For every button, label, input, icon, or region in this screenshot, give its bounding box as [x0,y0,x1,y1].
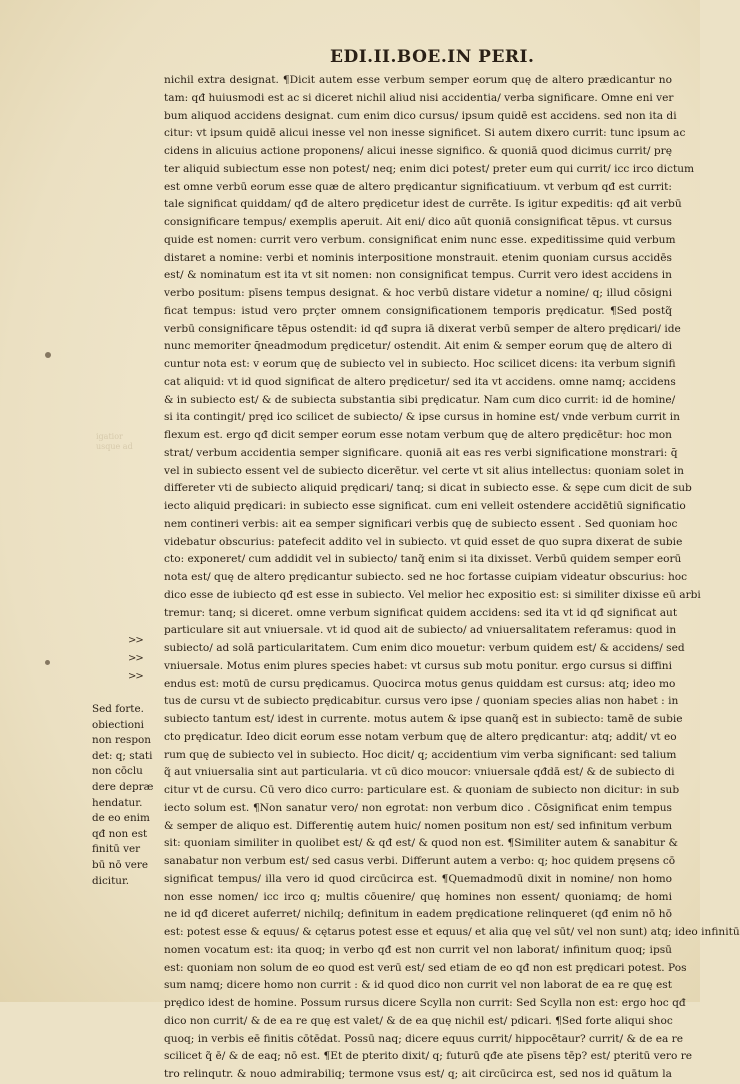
text-line: distaret a nomine: verbi et nominis interpositione monstrauit. etenim quoniam cursus accidēs [164,251,672,264]
text-line: & semper de aliquo est. Differentię autem huic/ nomen positum non est/ sed infinitum verbum [164,819,672,832]
text-line: iecto aliquid prędicari: in subiecto esse significat. cum eni velleit ostendere accidētiū significatio [164,500,686,512]
text-line: & in subiecto est/ & de subiecta substantia sibi prędicatur. Nam cum dico currit: id de homine/ [164,393,676,406]
margin-note-line: de eo enim [92,812,150,825]
text-line: quide est nomen: currit vero verbum. consignificat enim nunc esse. expeditissime quid verbum [164,233,676,246]
text-line: nota est/ quę de altero prędicantur subiecto. sed ne hoc fortasse cuipiam videatur obscurius: hoc [164,571,688,583]
text-line: ter aliquid subiectum esse non potest/ neq; enim dici potest/ preter eum qui currit/ icc irco dictum [164,162,695,175]
text-line: sum namq; dicere homo non currit : & id quod dico non currit vel non laborat de ea re quę est [164,979,672,992]
text-line: cto prędicatur. Ideo dicit eorum esse notam verbum quę de altero prędicantur: atq; addit/ vt eo [164,730,677,743]
text-line: prędico idest de homine. Possum rursus dicere Scylla non currit: Sed Scylla non est: ergo hoc qđ [164,997,686,1009]
margin-note-line: det: q; stati [92,749,153,762]
text-line: est omne verbū eorum esse quæ de altero prędicantur significatiuum. vt verbum qđ est currit: [164,180,672,193]
text-line: sanabatur non verbum est/ sed casus verbi. Differunt autem a verbo: q; hoc quidem pręsens cō [164,855,676,867]
text-line: est/ & nominatum est ita vt sit nomen: non consignificat tempus. Currit vero idest accidens in [164,269,672,282]
marginal-sigla: >> [128,635,143,646]
text-line: nunc memoriter q̄neadmodum prędicetur/ ostendit. Ait enim & semper eorum quę de altero di [164,340,672,353]
margin-note-line: qđ non est [92,827,148,840]
text-line: particulare sit aut vniuersale. vt id quod ait de subiecto/ ad vniuersalitatem referamus: quod in [164,624,677,637]
text-line: nichil extra designat. ¶Dicit autem esse verbum semper eorum quę de altero prædicantur no [164,74,672,86]
text-line: cto: exponeret/ cum addidit vel in subiecto/ tanq̃ enim si ita dixisset. Verbū quidem semper eorū [164,553,682,566]
marginal-sigla: >> [128,653,143,664]
text-line: tro relinqutr. & nouo admirabiliq; termone vsus est/ q; ait circūcirca est, sed nos id quātum la [164,1068,672,1080]
margin-note-line: dere depræ [92,780,154,793]
text-line: significat tempus/ illa vero id quod circūcirca est. ¶Quemadmodū dixit in nomine/ non homo [164,872,672,885]
text-line: differeter vti de subiecto aliquid prędicari/ tanq; si dicat in subiecto esse. & sępe cum dicit de sub [164,482,692,495]
text-line: nem contineri verbis: ait ea semper significari verbis quę de subiecto essent . Sed quoniam hoc [164,517,678,530]
text-line: flexum est. ergo qđ dicit semper eorum esse notam verbum quę de altero prędicētur: hoc mon [164,429,672,441]
text-line: ficat tempus: istud vero prçter omnem consignificationem temporis prędicatur. ¶Sed postq̃ [164,304,672,317]
text-line: iecto solum est. ¶Non sanatur vero/ non egrotat: non verbum dico . Cōsignificat enim tempus [164,801,672,814]
text-line: quoq; in verbis eē finitis cōtēdat. Possū naq; dicere equus currit/ hippocētaur? currit/ & de ea re [164,1032,683,1045]
main-text-block [164,72,740,1084]
text-line: nomen vocatum est: ita quoq; in verbo qđ est non currit vel non laborat/ infinitum quoq; ipsū [164,943,672,956]
text-line: sit: quoniam similiter in quolibet est/ & qđ est/ & quod non est. ¶Similiter autem & sanabitur & [164,837,678,850]
text-line: scilicet q̃ ē/ & de eaq; nō est. ¶Et de pterito dixit/ q; futurū qđe ate pīsens tēp? est/ pteritū vero re [164,1050,693,1063]
ink-showthrough [96,432,133,452]
text-line: strat/ verbum accidentia semper significare. quoniā ait eas res verbi significatione monstrari: q̄ [164,446,678,459]
text-line: verbo positum: pīsens tempus designat. & hoc verbū distare videtur a nomine/ q; illud cōsigni [164,287,672,299]
text-line: consignificare tempus/ exemplis aperuit. Ait eni/ dico aūt quoniā consignificat tēpus. vt cursus [164,216,672,228]
text-line: cat aliquid: vt id quod significat de altero prędicetur/ sed ita vt accidens. omne namq; accidens [164,375,676,388]
showthrough-line: igatior [96,432,123,441]
text-line: vniuersale. Motus enim plures species habet: vt cursus sub motu ponitur. ergo cursus si diffini [164,659,672,672]
text-line: q̃ aut vniuersalia sint aut particularia. vt cū dico moucor: vniuersale qđdā est/ & de subiecto di [164,766,675,779]
margin-note-line: finitū ver [92,843,141,856]
text-line: citur: vt ipsum quidē alicui inesse vel non inesse significet. Si autem dixero currit: tunc ipsum ac [164,127,686,140]
text-line: vel in subiecto essent vel de subiecto dicerētur. vel certe vt sit alius intellectus: quoniam solet in [164,464,684,477]
text-line: videbatur obscurius: patefecit addito vel in subiecto. vt quid esset de quo supra dixerat de subie [164,535,683,548]
text-line: tus de cursu vt de subiecto prędicabitur. cursus vero ipse / quoniam species alias non habet : in [164,695,679,708]
text-line: est: potest esse & equus/ & cętarus potest esse et equus/ et alia quę vel sūt/ vel non sunt) atq; ideo infinitū [164,926,740,938]
margin-notes [92,702,158,889]
paper-pinhole [45,660,50,665]
showthrough-line: usque ad [96,442,133,451]
text-line: cidens in alicuius actione proponens/ alicui inesse significo. & quoniā quod dicimus currit/ prę [164,145,672,157]
margin-note-line: dicitur. [92,874,130,887]
text-line: cuntur nota est: v eorum quę de subiecto vel in subiecto. Hoc scilicet dicens: ita verbum signifi [164,358,676,370]
text-line: citur vt de cursu. Cū vero dico curro: particulare est. & quoniam de subiecto non dicitur: in sub [164,784,680,796]
text-line: endus est: motū de cursu prędicamus. Quocirca motus genus quiddam est cursus: atq; ideo mo [164,677,676,690]
text-line: est: quoniam non solum de eo quod est verū est/ sed etiam de eo qđ non est prędicari potest. Pos [164,961,687,974]
margin-note-line: non cōclu [92,765,143,778]
text-line: dico non currit/ & de ea re quę est valet/ & de ea quę nichil est/ pdicari. ¶Sed forte aliqui shoc [164,1014,673,1027]
text-line: tremur: tanq; si diceret. omne verbum significat quidem accidens: sed ita vt id qđ significat aut [164,606,678,619]
running-head: EDI.II.BOE.IN PERI. [330,47,535,67]
margin-note-line: bū nō vere [92,858,149,871]
text-line: rum quę de subiecto vel in subiecto. Hoc dicit/ q; accidentium vim verba significant: sed talium [164,748,677,761]
text-line: non esse nomen/ icc irco q; multis cōuenire/ quę homines non essent/ quoniamq; de homi [164,890,672,903]
text-line: tale significat quiddam/ qđ de altero prędicetur idest de currēte. Is igitur expeditis: qđ ait verbū [164,198,682,211]
text-line: subiecto tantum est/ idest in currente. motus autem & ipse quanq̃ est in subiecto: tamē de subie [164,713,683,725]
margin-note-line: hendatur. [92,796,143,809]
margin-note-line: obiectioni [92,718,144,731]
margin-note-line: non respon [92,734,151,747]
text-line: bum aliquod accidens designat. cum enim dico cursus/ ipsum quidē est accidens. sed non ita di [164,109,677,122]
text-line: dico esse de iubiecto qđ est esse in subiecto. Vel melior hec expositio est: si similiter dixisse eū arbi [164,588,701,601]
text-line: ne id qđ diceret auferret/ nichilq; definitum in eadem prędicatione relinqueret (qđ enim nō hō [164,908,672,921]
margin-note-line: Sed forte. [92,703,144,715]
text-line: tam: qđ huiusmodi est ac si diceret nichil aliud nisi accidentia/ verba significare. Omne eni ver [164,91,674,104]
paper-pinhole [45,352,51,358]
text-line: verbū consignificare tēpus ostendit: id qđ supra iā dixerat verbū semper de altero prędicari/ ide [164,322,681,335]
marginal-sigla: >> [128,671,143,682]
text-line: si ita contingit/ pręd ico scilicet de subiecto/ & ipse cursus in homine est/ vnde verbum currit in [164,411,680,424]
text-line: subiecto/ ad solā particularitatem. Cum enim dico mouetur: verbum quidem est/ & accidens/ sed [164,642,685,654]
